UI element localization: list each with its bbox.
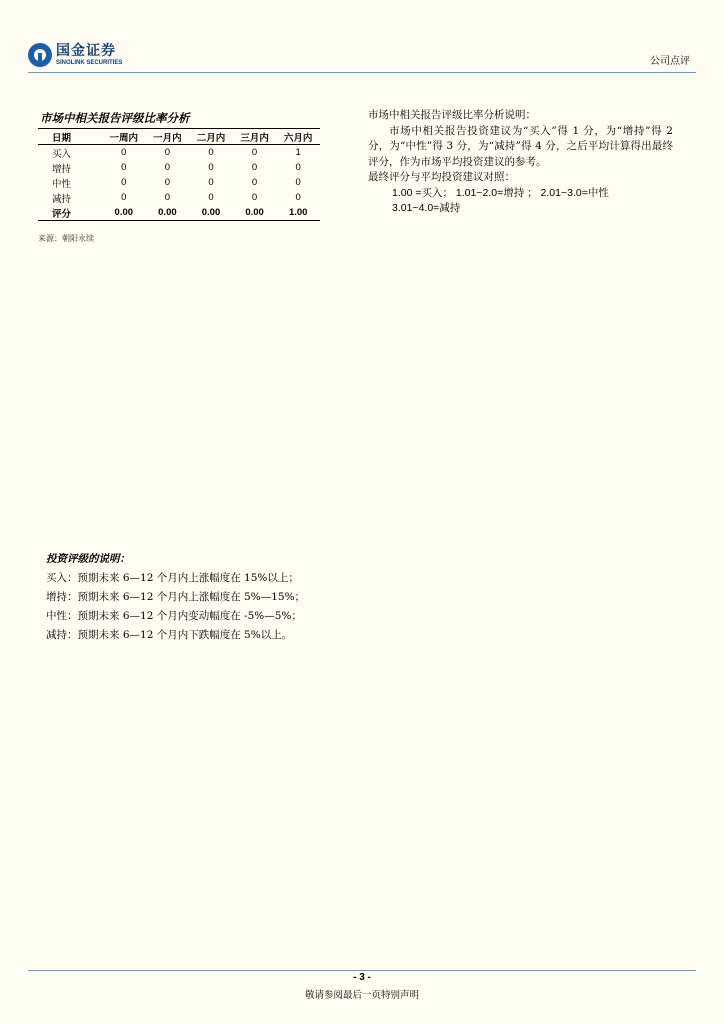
table-cell: 0 — [251, 177, 258, 188]
table-cell: 0 — [295, 192, 301, 203]
table-cell: 0 — [164, 177, 171, 188]
table-row — [38, 160, 320, 175]
legend-heading: 投资评级的说明： — [46, 553, 130, 565]
table-cell: 0 — [208, 192, 214, 203]
footer-divider — [28, 970, 696, 971]
table-cell: 0 — [251, 162, 258, 173]
table-cell: 1 — [295, 147, 301, 158]
legend-item: 买入：预期未来 6—12 个月内上涨幅度在 15%以上； — [46, 572, 299, 584]
score-cell: 1.00 — [276, 205, 320, 221]
column-header: 一周内 — [102, 129, 146, 145]
column-header: 日期 — [38, 129, 102, 145]
logo-icon — [28, 43, 52, 67]
header-divider — [28, 72, 696, 73]
logo-en-text: SINOLINK SECURITIES — [56, 60, 123, 66]
rating-legend — [46, 550, 366, 645]
table-cell: 0 — [164, 147, 171, 158]
table-source: 来源：朝阳永续 — [38, 234, 94, 243]
table-cell: 0 — [208, 162, 214, 173]
row-label: 买入 — [52, 148, 72, 160]
explanation-body: 市场中相关报告投资建议为“买入”得 1 分，为“增持”得 2 分，为“中性”得 3 分，为“减持”得 4 分，之后平均计算得出最终评分，作为市场平均投资建议的参考。 — [368, 124, 673, 168]
mapping-line: 3.01~4.0=减持 — [392, 202, 461, 214]
table-cell: 0 — [121, 177, 127, 188]
table-cell: 0 — [121, 147, 127, 158]
table-header-row — [38, 129, 320, 145]
row-label: 中性 — [52, 178, 72, 190]
column-header: 六月内 — [276, 129, 320, 145]
legend-item: 中性：预期未来 6—12 个月内变动幅度在 -5%—5%； — [46, 610, 302, 622]
row-label: 评分 — [38, 205, 102, 221]
page-header — [28, 38, 696, 72]
rating-table-section — [38, 110, 324, 244]
logo-cn-text: 国金证券 — [56, 43, 116, 59]
rating-table — [38, 128, 320, 221]
table-cell: 0 — [295, 177, 301, 188]
mapping-heading: 最终评分与平均投资建议对照： — [368, 171, 515, 183]
rating-table-title: 市场中相关报告评级比率分析 — [40, 111, 190, 125]
table-row — [38, 145, 320, 161]
column-header: 二月内 — [189, 129, 233, 145]
legend-item: 增持：预期未来 6—12 个月内上涨幅度在 5%—15%； — [46, 591, 306, 603]
table-cell: 0 — [164, 162, 171, 173]
table-cell: 0 — [121, 162, 127, 173]
row-label: 减持 — [52, 193, 72, 205]
table-cell: 0 — [295, 162, 301, 173]
column-header: 三月内 — [233, 129, 277, 145]
score-cell: 0.00 — [102, 205, 146, 221]
table-cell: 0 — [251, 192, 258, 203]
company-logo — [28, 40, 122, 70]
table-cell: 0 — [121, 192, 127, 203]
table-cell: 0 — [208, 147, 214, 158]
table-cell: 0 — [164, 192, 171, 203]
score-cell: 0.00 — [233, 205, 277, 221]
page-number: - 3 - — [353, 972, 371, 983]
legend-item: 减持：预期未来 6—12 个月内下跌幅度在 5%以上。 — [46, 629, 293, 641]
score-cell: 0.00 — [146, 205, 190, 221]
table-row — [38, 175, 320, 190]
row-label: 增持 — [52, 163, 72, 175]
report-type: 公司点评 — [650, 56, 690, 67]
column-header: 一月内 — [146, 129, 190, 145]
score-cell: 0.00 — [189, 205, 233, 221]
footer-disclaimer: 敬请参阅最后一页特别声明 — [304, 990, 419, 1001]
explanation-section — [368, 108, 673, 217]
mapping-line: 1.00 =买入； 1.01~2.0=增持 ； 2.01~3.0=中性 — [392, 186, 609, 199]
table-row — [38, 190, 320, 205]
score-row — [38, 205, 320, 221]
table-cell: 0 — [208, 177, 214, 188]
explanation-heading: 市场中相关报告评级比率分析说明： — [368, 109, 536, 121]
table-cell: 0 — [251, 147, 258, 158]
